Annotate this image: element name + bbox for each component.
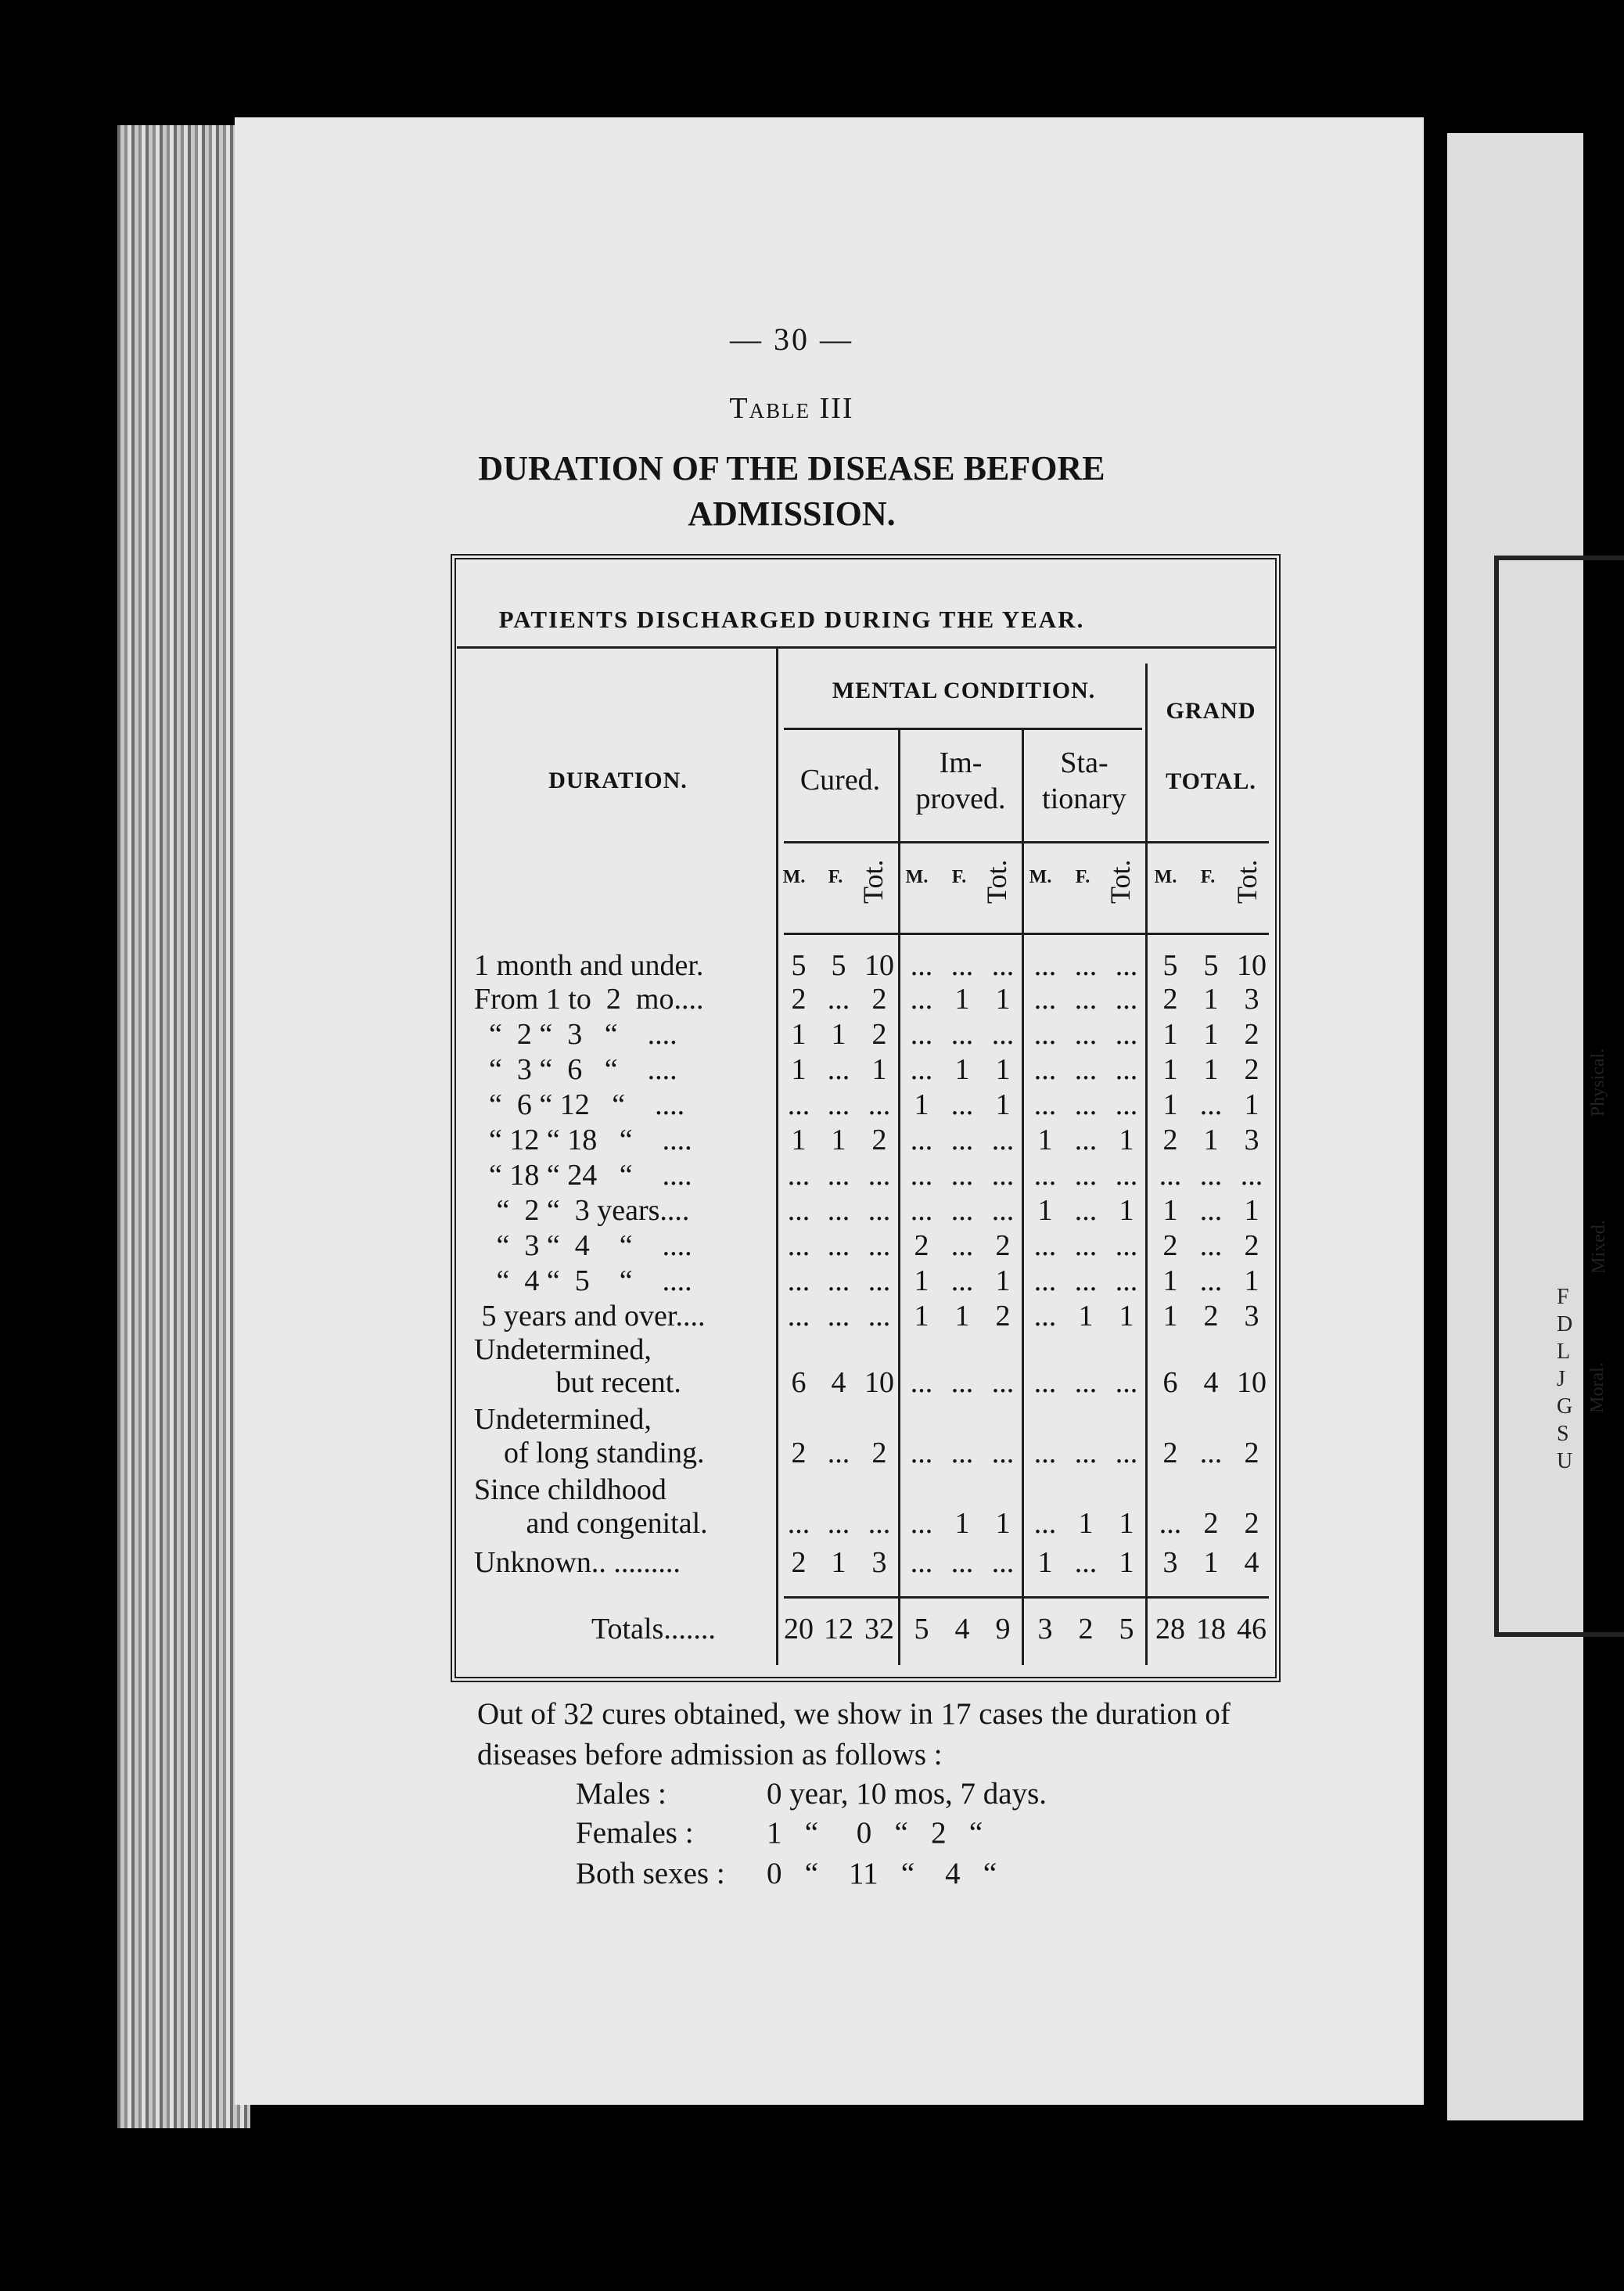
facing-label-mixed: Mixed. <box>1588 1220 1609 1274</box>
table-cell: ... <box>1115 1053 1138 1086</box>
breakdown-value: 0 “ 11 “ 4 “ <box>767 1857 997 1890</box>
table-cell: ... <box>827 1264 850 1297</box>
sub-f: F. <box>1200 867 1216 887</box>
cured-heading: Cured. <box>799 764 881 797</box>
table-cell: 1 <box>1037 1194 1053 1227</box>
table-cell: ... <box>910 1194 933 1227</box>
breakdown-label: Males : <box>576 1777 666 1811</box>
table-cell: 1 <box>1203 1053 1219 1086</box>
table-cell: 1 <box>1119 1194 1134 1227</box>
table-cell: 1 <box>995 1053 1011 1086</box>
duration-heading: DURATION. <box>548 768 688 793</box>
table-cell: 2 <box>791 1546 807 1579</box>
table-cell: ... <box>1115 1159 1138 1192</box>
table-cell: 1 <box>1162 1300 1178 1333</box>
table-cell: 1 <box>954 1053 970 1086</box>
table-cell: 1 <box>1078 1300 1094 1333</box>
facing-label-moral: Moral. <box>1586 1362 1608 1413</box>
table-cell: ... <box>1115 1229 1138 1262</box>
table-cell: ... <box>991 1194 1015 1227</box>
row-label: 1 month and under. <box>474 949 704 982</box>
table-cell: ... <box>827 1053 850 1086</box>
facing-page <box>1447 133 1609 2120</box>
summary-note: Out of 32 cures obtained, we show in 17 cases the duration of diseases before admission as follows : <box>477 1697 1231 1771</box>
table-cell: 2 <box>1203 1507 1219 1540</box>
table-cell: 3 <box>1244 983 1259 1016</box>
table-cell: ... <box>1074 1124 1098 1156</box>
table-cell: ... <box>991 949 1015 982</box>
table-cell: 1 <box>1162 1194 1178 1227</box>
row-label: of long standing. <box>474 1437 705 1469</box>
row-label: Since childhood <box>474 1473 666 1506</box>
row-label: “ 18 “ 24 “ .... <box>474 1159 692 1192</box>
table-cell: ... <box>868 1159 891 1192</box>
table-cell: 2 <box>1244 1437 1259 1469</box>
table-cell: 1 <box>831 1018 846 1051</box>
table-cell: ... <box>910 949 933 982</box>
table-cell: ... <box>950 1088 974 1121</box>
table-cell: 1 <box>1119 1507 1134 1540</box>
table-cell: ... <box>827 1229 850 1262</box>
facing-letter: L <box>1557 1340 1571 1364</box>
table-cell: 1 <box>1203 1546 1219 1579</box>
table-cell: 2 <box>1244 1229 1259 1262</box>
totals-cell: 32 <box>864 1613 894 1645</box>
table-cell: 1 <box>995 983 1011 1016</box>
row-label: “ 2 “ 3 years.... <box>474 1194 690 1227</box>
table-cell: ... <box>950 1124 974 1156</box>
table-cell: 1 <box>1244 1088 1259 1121</box>
rule-below-subheaders <box>784 933 1269 935</box>
table-cell: 5 <box>1203 949 1219 982</box>
rule-below-mental-condition <box>784 728 1142 730</box>
row-label: Undetermined, <box>474 1333 652 1366</box>
row-label: “ 12 “ 18 “ .... <box>474 1124 692 1156</box>
table-cell: 2 <box>871 1437 887 1469</box>
table-cell: ... <box>991 1018 1015 1051</box>
table-cell: ... <box>827 1300 850 1333</box>
table-cell: 1 <box>791 1053 807 1086</box>
table-title <box>0 446 1583 537</box>
table-cell: 4 <box>1203 1366 1219 1399</box>
improved-heading-line: proved. <box>915 782 1006 815</box>
table-cell: 1 <box>1162 1053 1178 1086</box>
table-cell: 1 <box>871 1053 887 1086</box>
totals-cell: 5 <box>1119 1613 1134 1645</box>
breakdown-label: Both sexes : <box>576 1857 725 1890</box>
table-cell: 4 <box>831 1366 846 1399</box>
table-cell: ... <box>1033 1437 1057 1469</box>
sub-tot: Tot. <box>981 859 1012 904</box>
table-cell: ... <box>910 1018 933 1051</box>
table-cell: 2 <box>1162 1229 1178 1262</box>
table-cell: ... <box>950 1194 974 1227</box>
table-cell: 2 <box>1203 1300 1219 1333</box>
table-cell: 1 <box>1119 1546 1134 1579</box>
sub-tot: Tot. <box>1105 859 1136 904</box>
facing-label-physical: Physical. <box>1588 1048 1609 1117</box>
table-cell: ... <box>910 1366 933 1399</box>
table-cell: 1 <box>1078 1507 1094 1540</box>
breakdown-value: 1 “ 0 “ 2 “ <box>767 1816 983 1850</box>
table-cell: 2 <box>1244 1018 1259 1051</box>
table-cell: ... <box>827 1194 850 1227</box>
totals-cell: 46 <box>1237 1613 1267 1645</box>
totals-cell: 5 <box>914 1613 929 1645</box>
table-cell: ... <box>1074 1053 1098 1086</box>
table-cell: ... <box>1199 1264 1223 1297</box>
table-cell: 5 <box>791 949 807 982</box>
table-cell: ... <box>1033 1018 1057 1051</box>
table-cell: ... <box>1074 1437 1098 1469</box>
sub-f: F. <box>1075 867 1090 887</box>
table-cell: ... <box>950 1546 974 1579</box>
table-cell: 1 <box>995 1507 1011 1540</box>
total-heading: TOTAL. <box>1166 768 1256 794</box>
table-cell: ... <box>910 1437 933 1469</box>
table-cell: ... <box>1115 1366 1138 1399</box>
table-cell: 3 <box>871 1546 887 1579</box>
table-cell: ... <box>950 1159 974 1192</box>
totals-cell: 28 <box>1155 1613 1185 1645</box>
table-cell: ... <box>950 1018 974 1051</box>
table-cell: 1 <box>914 1300 929 1333</box>
table-label: Table III <box>729 392 854 425</box>
row-label: “ 3 “ 4 “ .... <box>474 1229 692 1262</box>
table-cell: 4 <box>1244 1546 1259 1579</box>
stationary-heading-line: tionary <box>1042 782 1126 815</box>
table-cell: ... <box>1033 1507 1057 1540</box>
table-cell: ... <box>787 1194 810 1227</box>
table-cell: 2 <box>871 1018 887 1051</box>
totals-cell: 18 <box>1196 1613 1226 1645</box>
table-cell: ... <box>1033 1229 1057 1262</box>
table-cell: 1 <box>914 1088 929 1121</box>
table-cell: 2 <box>995 1300 1011 1333</box>
table-cell: ... <box>1115 1018 1138 1051</box>
table-cell: ... <box>1033 1300 1057 1333</box>
stationary-heading <box>1023 745 1145 817</box>
table-cell: 1 <box>1162 1088 1178 1121</box>
row-label: “ 3 “ 6 “ .... <box>474 1053 677 1086</box>
table-cell: ... <box>1033 1264 1057 1297</box>
table-cell: ... <box>1159 1507 1182 1540</box>
improved-heading <box>900 745 1022 817</box>
page-edges <box>117 125 250 2128</box>
table-cell: ... <box>827 1159 850 1192</box>
table-cell: ... <box>910 1124 933 1156</box>
table-cell: ... <box>991 1159 1015 1192</box>
table-cell: ... <box>1199 1194 1223 1227</box>
breakdown-label: Females : <box>576 1816 694 1850</box>
grand-heading: GRAND <box>1166 698 1256 724</box>
table-cell: ... <box>1074 983 1098 1016</box>
facing-letter: F <box>1557 1285 1569 1309</box>
row-label: but recent. <box>474 1366 681 1399</box>
totals-cell: 3 <box>1037 1613 1053 1645</box>
sub-f: F. <box>951 867 967 887</box>
table-cell: ... <box>787 1088 810 1121</box>
table-cell: ... <box>1033 1366 1057 1399</box>
totals-label: Totals....... <box>591 1613 716 1645</box>
table-cell: 1 <box>831 1546 846 1579</box>
table-cell: ... <box>1074 1366 1098 1399</box>
table-cell: ... <box>827 983 850 1016</box>
row-label: Undetermined, <box>474 1403 652 1436</box>
table-cell: ... <box>827 1507 850 1540</box>
table-cell: ... <box>950 1264 974 1297</box>
table-cell: 2 <box>1162 983 1178 1016</box>
totals-cell: 9 <box>995 1613 1011 1645</box>
table-cell: ... <box>1074 1264 1098 1297</box>
table-cell: 1 <box>1244 1194 1259 1227</box>
table-cell: ... <box>1074 1159 1098 1192</box>
table-cell: ... <box>1033 1053 1057 1086</box>
table-cell: 1 <box>954 1507 970 1540</box>
table-cell: 1 <box>1203 1018 1219 1051</box>
table-cell: ... <box>910 1546 933 1579</box>
breakdown-value: 0 year, 10 mos, 7 days. <box>767 1777 1047 1811</box>
table-cell: ... <box>787 1264 810 1297</box>
table-cell: 1 <box>995 1264 1011 1297</box>
table-cell: 2 <box>791 983 807 1016</box>
facing-letter: U <box>1557 1449 1573 1473</box>
table-cell: 1 <box>995 1088 1011 1121</box>
table-cell: ... <box>1199 1088 1223 1121</box>
table-cell: 3 <box>1244 1300 1259 1333</box>
stationary-heading-line: Sta- <box>1060 746 1108 779</box>
table-cell: ... <box>827 1088 850 1121</box>
table-cell: 1 <box>954 1300 970 1333</box>
table-cell: ... <box>991 1366 1015 1399</box>
table-cell: 1 <box>831 1124 846 1156</box>
table-cell: 1 <box>1037 1124 1053 1156</box>
sub-f: F. <box>828 867 843 887</box>
table-cell: 2 <box>914 1229 929 1262</box>
table-cell: 1 <box>954 983 970 1016</box>
table-cell: ... <box>1033 949 1057 982</box>
table-cell: 1 <box>1119 1300 1134 1333</box>
sub-m: M. <box>1154 867 1177 887</box>
table-cell: 2 <box>871 983 887 1016</box>
table-cell: ... <box>1074 949 1098 982</box>
table-cell: 1 <box>1203 983 1219 1016</box>
table-cell: 5 <box>831 949 846 982</box>
table-cell: 1 <box>1162 1264 1178 1297</box>
table-cell: 1 <box>791 1124 807 1156</box>
row-label: Unknown.. ......... <box>474 1546 681 1579</box>
table-cell: ... <box>868 1300 891 1333</box>
facing-letter: S <box>1557 1422 1569 1446</box>
table-cell: 10 <box>1237 949 1267 982</box>
sub-tot: Tot. <box>857 859 889 904</box>
table-cell: 6 <box>1162 1366 1178 1399</box>
table-cell: ... <box>1074 1229 1098 1262</box>
table-cell: ... <box>868 1194 891 1227</box>
table-cell: ... <box>787 1507 810 1540</box>
table-cell: ... <box>868 1264 891 1297</box>
table-cell: ... <box>950 1229 974 1262</box>
totals-cell: 4 <box>954 1613 970 1645</box>
row-label: and congenital. <box>474 1507 708 1540</box>
row-label: “ 4 “ 5 “ .... <box>474 1264 692 1297</box>
table-cell: ... <box>1115 1437 1138 1469</box>
table-cell: ... <box>991 1124 1015 1156</box>
sub-m: M. <box>1029 867 1052 887</box>
table-cell: 3 <box>1162 1546 1178 1579</box>
table-cell: 2 <box>1244 1053 1259 1086</box>
table-cell: 1 <box>914 1264 929 1297</box>
sub-tot: Tot. <box>1231 859 1263 904</box>
table-cell: ... <box>950 1437 974 1469</box>
table-cell: ... <box>868 1507 891 1540</box>
mental-condition-heading: MENTAL CONDITION. <box>832 678 1096 703</box>
table-cell: 1 <box>1203 1124 1219 1156</box>
table-cell: 2 <box>1162 1124 1178 1156</box>
facing-letter: G <box>1557 1394 1573 1419</box>
facing-letter: J <box>1557 1367 1565 1391</box>
table-title-line: DURATION OF THE DISEASE BEFORE <box>478 449 1105 487</box>
table-cell: 5 <box>1162 949 1178 982</box>
table-cell: 6 <box>791 1366 807 1399</box>
table-cell: ... <box>910 1053 933 1086</box>
rule-above-totals <box>784 1596 1269 1599</box>
row-label: From 1 to 2 mo.... <box>474 983 704 1016</box>
improved-heading-line: Im- <box>939 746 983 779</box>
totals-cell: 12 <box>824 1613 853 1645</box>
table-cell: ... <box>1115 1264 1138 1297</box>
table-cell: ... <box>1240 1159 1263 1192</box>
table-cell: ... <box>787 1300 810 1333</box>
totals-cell: 2 <box>1078 1613 1094 1645</box>
table-cell: ... <box>1115 949 1138 982</box>
table-title-line: ADMISSION. <box>688 495 896 533</box>
table-cell: ... <box>827 1437 850 1469</box>
table-cell: ... <box>950 949 974 982</box>
table-cell: ... <box>910 983 933 1016</box>
sub-m: M. <box>905 867 929 887</box>
row-label: “ 2 “ 3 “ .... <box>474 1018 677 1051</box>
table-cell: ... <box>1074 1546 1098 1579</box>
table-cell: ... <box>1033 1159 1057 1192</box>
totals-cell: 20 <box>784 1613 814 1645</box>
table-cell: ... <box>1115 1088 1138 1121</box>
table-cell: ... <box>1074 1018 1098 1051</box>
table-cell: ... <box>868 1088 891 1121</box>
table-cell: 1 <box>1037 1546 1053 1579</box>
table-cell: 1 <box>791 1018 807 1051</box>
patients-discharged-heading: PATIENTS DISCHARGED DURING THE YEAR. <box>498 606 1085 633</box>
table-cell: 10 <box>864 949 894 982</box>
table-cell: 2 <box>1244 1507 1259 1540</box>
rule-below-patients <box>457 646 1275 649</box>
table-cell: 2 <box>791 1437 807 1469</box>
table-cell: ... <box>950 1366 974 1399</box>
table-cell: ... <box>1199 1159 1223 1192</box>
table-cell: 1 <box>1119 1124 1134 1156</box>
table-cell: 2 <box>995 1229 1011 1262</box>
table-cell: 10 <box>1237 1366 1267 1399</box>
table-cell: ... <box>910 1159 933 1192</box>
table-cell: 3 <box>1244 1124 1259 1156</box>
table-cell: ... <box>1159 1159 1182 1192</box>
sub-m: M. <box>782 867 806 887</box>
facing-letter: D <box>1557 1312 1573 1336</box>
table-cell: ... <box>1033 1088 1057 1121</box>
table-cell: ... <box>1074 1194 1098 1227</box>
table-cell: ... <box>1033 983 1057 1016</box>
table-cell: ... <box>991 1437 1015 1469</box>
table-cell: 1 <box>1244 1264 1259 1297</box>
rule-below-groups <box>784 841 1269 843</box>
table-cell: ... <box>991 1546 1015 1579</box>
table-cell: ... <box>868 1229 891 1262</box>
table-cell: ... <box>787 1159 810 1192</box>
table-cell: 10 <box>864 1366 894 1399</box>
page-number: — 30 — <box>730 322 853 357</box>
table-cell: 1 <box>1162 1018 1178 1051</box>
table-cell: 2 <box>1162 1437 1178 1469</box>
table-cell: 2 <box>871 1124 887 1156</box>
facing-letters <box>1557 1283 1572 1475</box>
table-cell: ... <box>1074 1088 1098 1121</box>
row-label: “ 6 “ 12 “ .... <box>474 1088 685 1121</box>
table-cell: ... <box>1115 983 1138 1016</box>
table-cell: ... <box>1199 1229 1223 1262</box>
table-cell: ... <box>1199 1437 1223 1469</box>
row-label: 5 years and over.... <box>474 1300 706 1333</box>
table-cell: ... <box>910 1507 933 1540</box>
table-cell: ... <box>787 1229 810 1262</box>
